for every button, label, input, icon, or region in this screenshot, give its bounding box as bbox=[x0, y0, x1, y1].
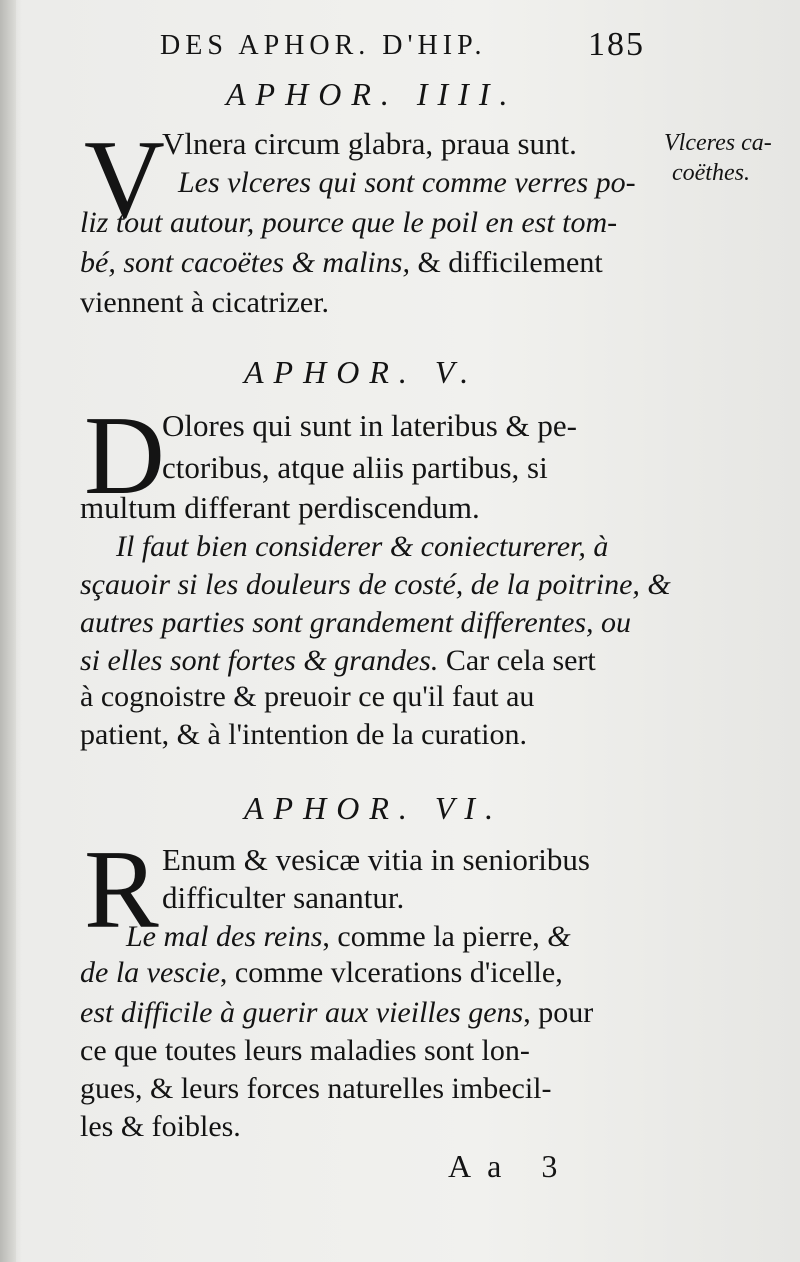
aphorism-6-title: APHOR. VI. bbox=[244, 790, 504, 826]
aphorism-4-french-line-2: liz tout autour, pource que le poil en est tom- bbox=[80, 206, 618, 239]
aphorism-6-french-line-3 bbox=[80, 996, 593, 1030]
aphorism-5-french-line-4-roman: Car cela sert bbox=[438, 644, 596, 677]
aphorism-5-french-line-1: Il faut bien considerer & coniecturerer, à bbox=[116, 530, 609, 563]
aphorism-6-french-line-1 bbox=[126, 920, 571, 954]
aphorism-5-french-line-4 bbox=[80, 644, 596, 678]
page-gutter-shadow bbox=[0, 0, 16, 1262]
aphorism-4-french-line-1: Les vlceres qui sont comme verres po- bbox=[178, 166, 636, 199]
aphorism-6-latin-line-1: Enum & vesicæ vitia in senioribus bbox=[162, 842, 590, 877]
aphorism-4-drop-cap: V bbox=[84, 118, 165, 242]
signature-mark: Aa 3 bbox=[448, 1148, 574, 1184]
aphorism-6-french-line-6: les & foibles. bbox=[80, 1110, 241, 1143]
aphorism-4-latin-line-1: Vlnera circum glabra, praua sunt. bbox=[162, 126, 577, 161]
aphorism-5-drop-cap: D bbox=[84, 394, 165, 518]
page-number: 185 bbox=[588, 26, 645, 63]
aphorism-4-french-line-3 bbox=[80, 246, 603, 280]
aphorism-6-french-line-3-roman: , pour bbox=[523, 996, 594, 1029]
aphorism-5-title: APHOR. V. bbox=[244, 354, 479, 390]
aphorism-5-french-line-2: sçauoir si les douleurs de costé, de la poitrine, & bbox=[80, 568, 671, 601]
aphorism-5-latin-line-2: ctoribus, atque aliis partibus, si bbox=[162, 450, 548, 485]
aphorism-6-french-line-1-roman: , comme la pierre, bbox=[322, 920, 548, 953]
aphorism-5-latin-line-1: Olores qui sunt in lateribus & pe- bbox=[162, 408, 577, 443]
aphorism-6-drop-cap: R bbox=[84, 828, 159, 952]
aphorism-6-french-line-4: ce que toutes leurs maladies sont lon- bbox=[80, 1034, 530, 1067]
aphorism-5-french-line-4-italic: si elles sont fortes & grandes. bbox=[80, 644, 439, 677]
aphorism-6-french-line-2-roman: , comme vlcerations d'icelle, bbox=[219, 956, 563, 989]
aphorism-5-latin-line-3: multum differant perdiscendum. bbox=[80, 490, 480, 525]
aphorism-6-latin-line-2: difficulter sanantur. bbox=[162, 880, 405, 915]
aphorism-5-french-line-5: à cognoistre & preuoir ce qu'il faut au bbox=[80, 680, 535, 713]
aphorism-6-french-line-2-italic: de la vescie bbox=[80, 956, 220, 989]
aphorism-4-title: APHOR. IIII. bbox=[226, 76, 518, 112]
aphorism-6-french-line-1-ampersand: & bbox=[547, 920, 571, 953]
running-title: DES APHOR. D'HIP. bbox=[160, 30, 487, 61]
aphorism-6-french-line-1-italic: Le mal des reins bbox=[126, 920, 323, 953]
aphorism-4-french-line-4: viennent à cicatrizer. bbox=[80, 286, 330, 319]
aphorism-6-french-line-5: gues, & leurs forces naturelles imbecil- bbox=[80, 1072, 552, 1105]
aphorism-6-french-line-3-italic: est difficile à guerir aux vieilles gens bbox=[80, 996, 524, 1029]
aphorism-5-french-line-6: patient, & à l'intention de la curation. bbox=[80, 718, 527, 751]
aphorism-4-french-line-3-roman: & difficilement bbox=[409, 246, 603, 279]
aphorism-6-french-line-2 bbox=[80, 956, 563, 990]
margin-note-line-2: coëthes. bbox=[672, 160, 750, 186]
margin-note-line-1: Vlceres ca- bbox=[664, 130, 772, 156]
aphorism-5-french-line-3: autres parties sont grandement differentes, ou bbox=[80, 606, 632, 639]
aphorism-4-french-line-3-italic: bé, sont cacoëtes & malins, bbox=[80, 246, 410, 279]
